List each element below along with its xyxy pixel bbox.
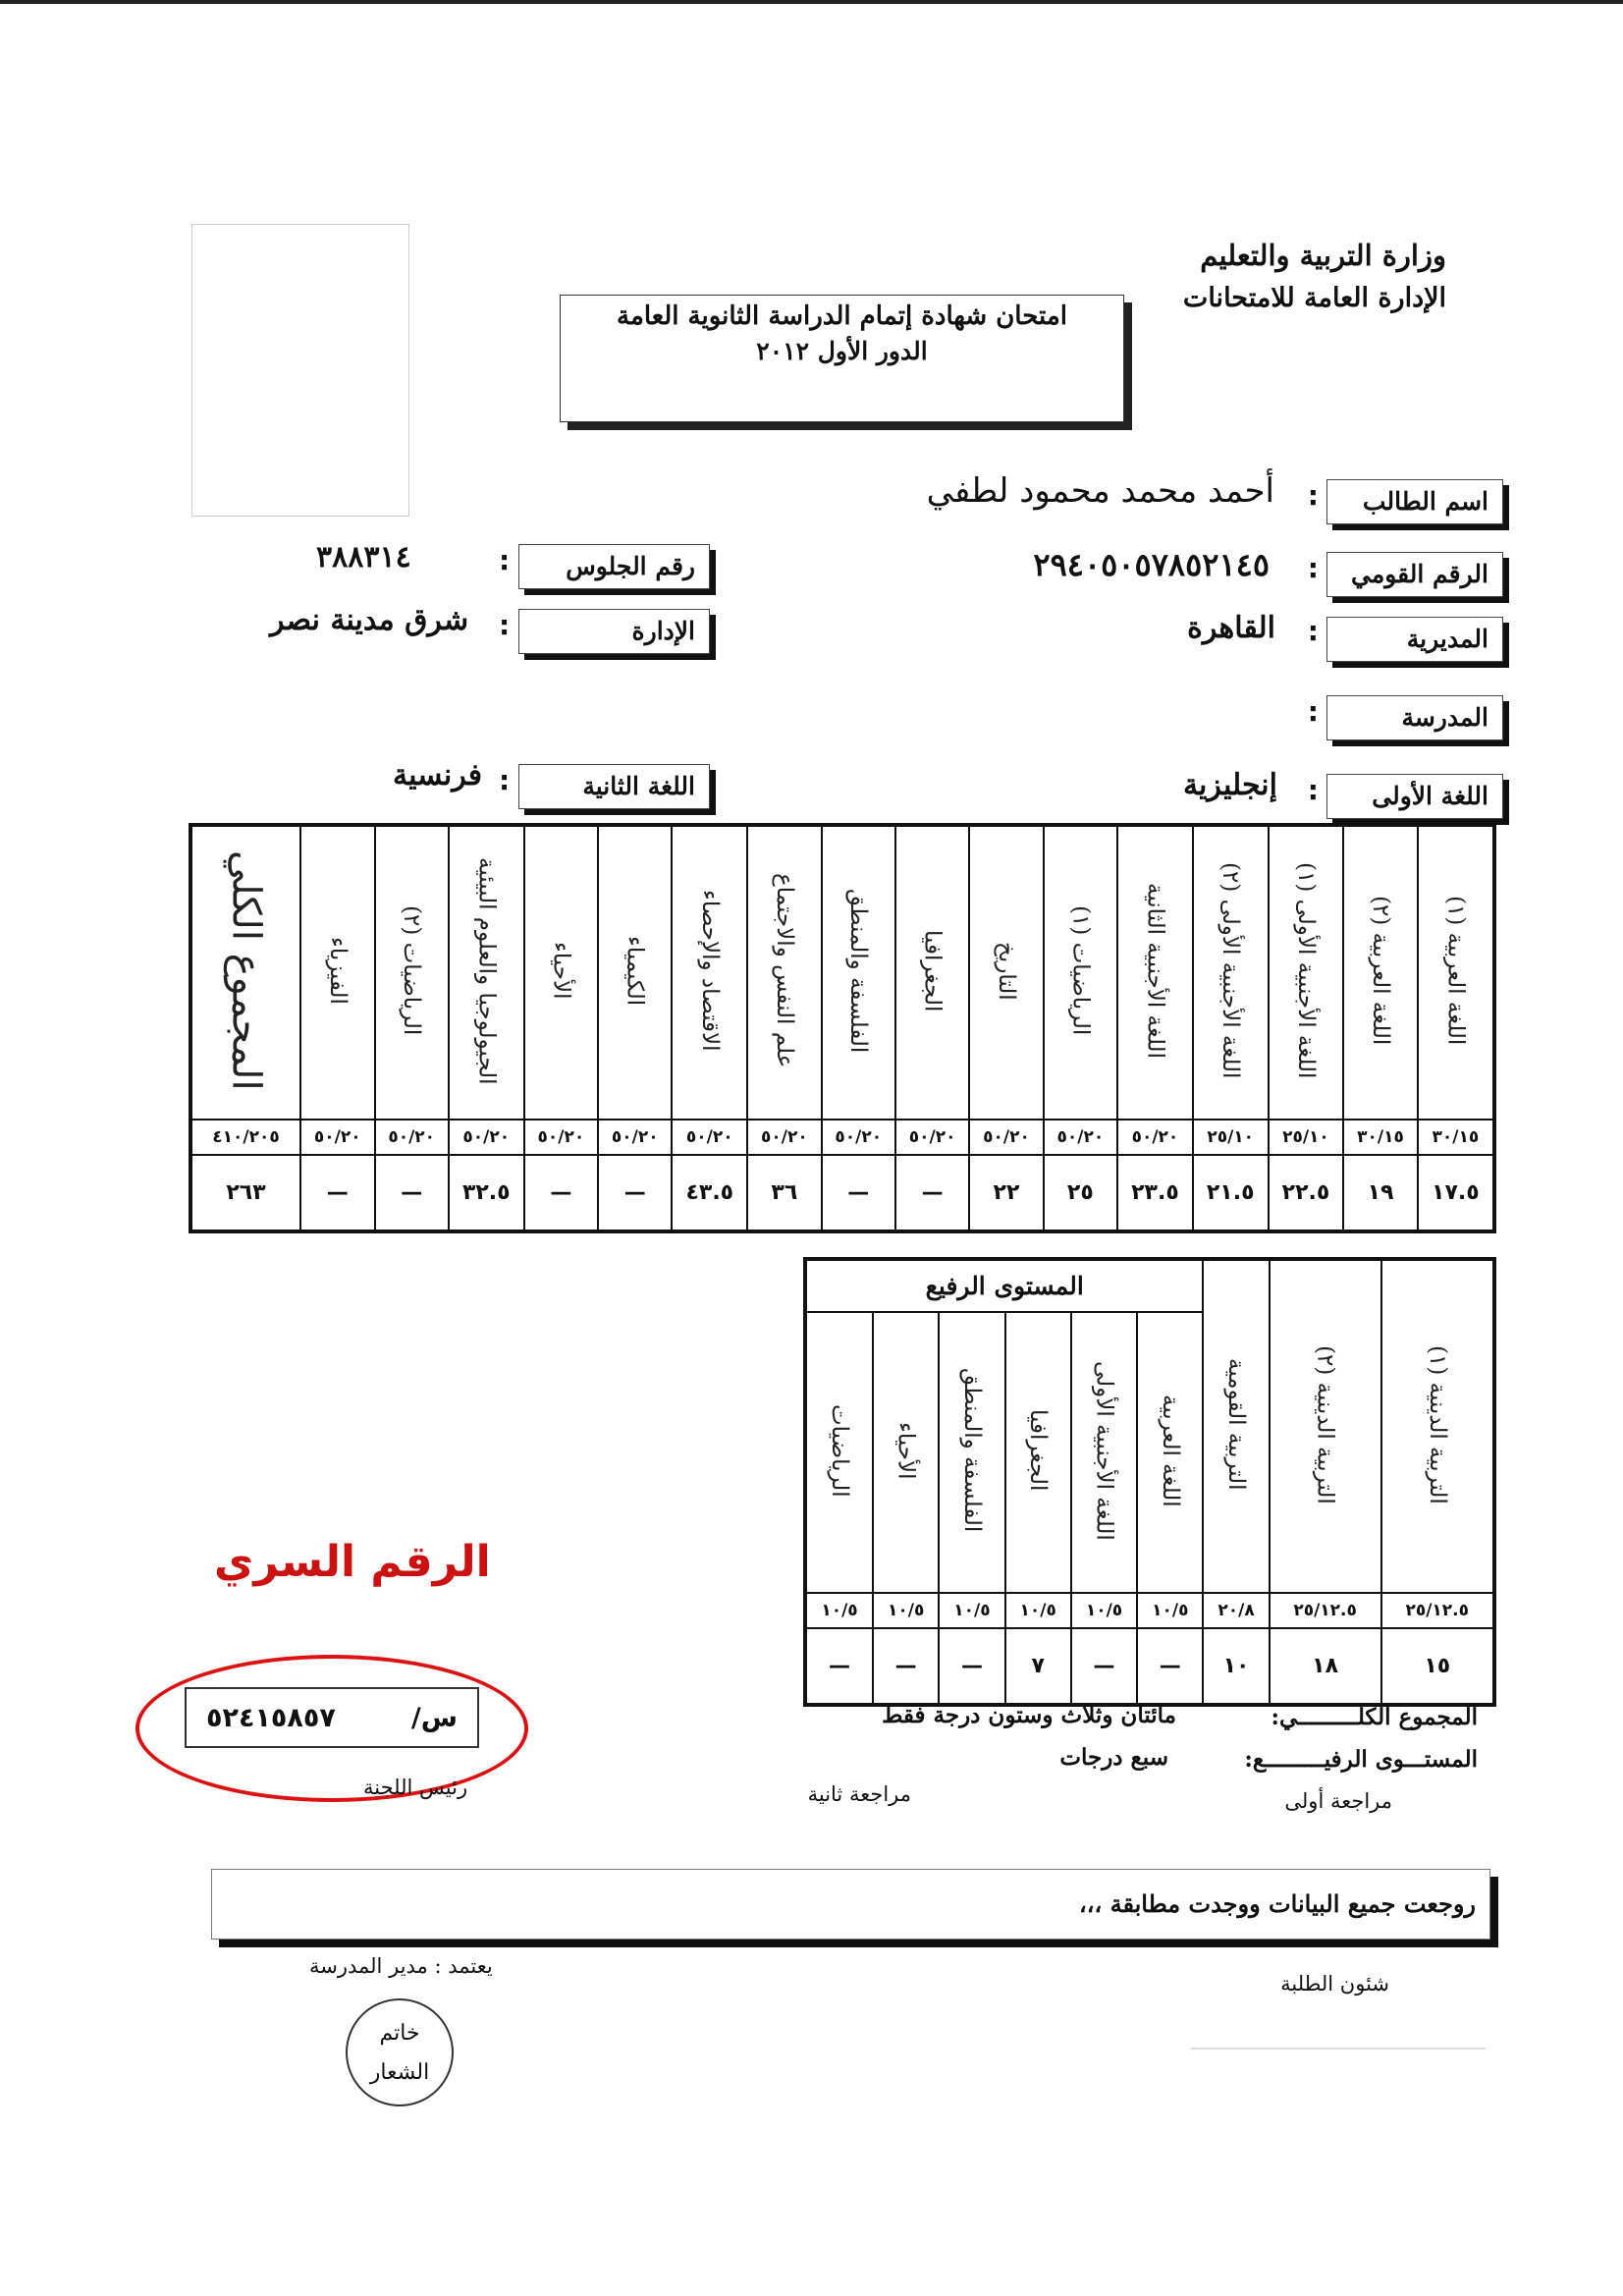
- school-label: المدرسة: [1326, 695, 1503, 740]
- colon: :: [1307, 479, 1319, 512]
- score-cell: ٢٥: [1044, 1155, 1117, 1231]
- approval-label: يعتمد : مدير المدرسة: [309, 1954, 493, 1978]
- grades-table: [189, 823, 1496, 1233]
- exam-title: امتحان شهادة إتمام الدراسة الثانوية العامة: [617, 301, 1067, 331]
- advanced-geography: الجغرافيا: [1005, 1312, 1071, 1593]
- total-words-label: المجموع الكلـــــــــي:: [1271, 1704, 1478, 1730]
- max-cell: ٥٠/٢٠: [895, 1120, 969, 1155]
- subject-religion-1: التربية الدينية (١): [1381, 1259, 1495, 1593]
- score-cell: ٢١.٥: [1193, 1155, 1269, 1231]
- max-cell: ٢٠/٨: [1203, 1593, 1269, 1628]
- advanced-math: الرياضيات: [805, 1312, 873, 1593]
- score-cell-total: ٢٦٣: [190, 1155, 300, 1231]
- max-cell: ٣٠/١٥: [1343, 1120, 1417, 1155]
- secret-number-box: [185, 1687, 479, 1748]
- max-cell: ٥٠/٢٠: [375, 1120, 449, 1155]
- advanced-philosophy: الفلسفة والمنطق: [939, 1312, 1004, 1593]
- subject-math-2: الرياضيات (٢): [375, 825, 449, 1120]
- first-language-label: اللغة الأولى: [1326, 774, 1503, 819]
- score-cell: —: [895, 1155, 969, 1231]
- ministry-header: [1183, 234, 1446, 320]
- student-name-label: اسم الطالب: [1326, 479, 1503, 524]
- subject-total: المجموع الكلي: [190, 825, 300, 1120]
- colon: :: [1307, 695, 1319, 728]
- max-cell: ٢٥/١٢.٥: [1270, 1593, 1381, 1628]
- second-language-label: اللغة الثانية: [518, 764, 710, 809]
- subject-math-1: الرياضيات (١): [1044, 825, 1117, 1120]
- max-cell: ٥٠/٢٠: [524, 1120, 598, 1155]
- advanced-arabic: اللغة العربية: [1137, 1312, 1203, 1593]
- advanced-words-value: سبع درجات: [1059, 1744, 1168, 1771]
- committee-head-label: رئيس اللجنة: [363, 1776, 468, 1799]
- subject-geography: الجغرافيا: [895, 825, 969, 1120]
- total-words-value: مائتان وثلاث وستون درجة فقط: [882, 1702, 1176, 1728]
- max-cell: ٥٠/٢٠: [969, 1120, 1043, 1155]
- score-cell: —: [375, 1155, 449, 1231]
- score-cell: ٤٣.٥: [672, 1155, 747, 1231]
- subject-chemistry: الكيمياء: [598, 825, 672, 1120]
- student-name-value: أحمد محمد محمود لطفي: [926, 471, 1274, 511]
- advanced-words-label: المستـــوى الرفيـــــــــع:: [1244, 1746, 1478, 1773]
- subject-philosophy: الفلسفة والمنطق: [822, 825, 895, 1120]
- subject-foreign2: اللغة الأجنبية الثانية: [1117, 825, 1193, 1120]
- grades-max-row: [190, 1120, 1494, 1155]
- max-cell: ٥٠/٢٠: [1044, 1120, 1117, 1155]
- signature-line: [1191, 2048, 1486, 2050]
- stamp-seal: [346, 1998, 454, 2106]
- subject-arabic-1: اللغة العربية (١): [1418, 825, 1494, 1120]
- verification-text: روجعت جميع البيانات ووجدت مطابقة ،،،: [1078, 1889, 1476, 1918]
- score-cell: —: [598, 1155, 672, 1231]
- seat-number-value: ٣٨٨٣١٤: [316, 540, 411, 574]
- score-cell: —: [1071, 1628, 1137, 1705]
- grades-header-row: [190, 825, 1494, 1120]
- first-language-value: إنجليزية: [1182, 768, 1277, 802]
- extra-max-row: [805, 1593, 1494, 1628]
- max-cell: ٥٠/٢٠: [1117, 1120, 1193, 1155]
- max-cell: ٣٠/١٥: [1418, 1120, 1494, 1155]
- seat-number-label: رقم الجلوس: [518, 544, 710, 589]
- max-cell: ٢٥/١٠: [1269, 1120, 1344, 1155]
- subject-psychology: علم النفس والاجتماع: [747, 825, 821, 1120]
- score-cell: ٣٢.٥: [449, 1155, 524, 1231]
- score-cell: ١٨: [1270, 1628, 1381, 1705]
- max-cell: ٥٠/٢٠: [449, 1120, 524, 1155]
- max-cell: ٥٠/٢٠: [300, 1120, 375, 1155]
- score-cell: ٧: [1005, 1628, 1071, 1705]
- student-affairs-label: شئون الطلبة: [1280, 1972, 1389, 1995]
- ministry-name: وزارة التربية والتعليم: [1200, 239, 1446, 272]
- second-review-label: مراجعة ثانية: [807, 1782, 911, 1806]
- subject-arabic-2: اللغة العربية (٢): [1343, 825, 1417, 1120]
- verification-box: [211, 1869, 1490, 1940]
- subject-biology: الأحياء: [524, 825, 598, 1120]
- max-cell: ١٠/٥: [939, 1593, 1004, 1628]
- score-cell: —: [873, 1628, 939, 1705]
- score-cell: —: [524, 1155, 598, 1231]
- extra-header-row: [805, 1259, 1494, 1312]
- score-cell: —: [805, 1628, 873, 1705]
- score-cell: —: [939, 1628, 1004, 1705]
- score-cell: —: [300, 1155, 375, 1231]
- department-name: الإدارة العامة للامتحانات: [1182, 283, 1446, 313]
- colon: :: [499, 764, 511, 796]
- national-id-value: ٢٩٤٠٥٠٥٧٨٥٢١٤٥: [1033, 546, 1270, 583]
- administration-label: الإدارة: [518, 609, 710, 654]
- exam-round: الدور الأول ٢٠١٢: [756, 337, 928, 365]
- subject-foreign1-1: اللغة الأجنبية الأولى (١): [1269, 825, 1344, 1120]
- subject-foreign1-2: اللغة الأجنبية الأولى (٢): [1193, 825, 1269, 1120]
- secret-number-title: الرقم السري: [214, 1537, 491, 1587]
- top-border-line: [0, 0, 1623, 4]
- administration-value: شرق مدينة نصر: [270, 603, 469, 637]
- score-cell: ٢٢.٥: [1269, 1155, 1344, 1231]
- max-cell: ١٠/٥: [1005, 1593, 1071, 1628]
- max-cell: ٢٥/١٢.٥: [1381, 1593, 1495, 1628]
- score-cell: ٢٣.٥: [1117, 1155, 1193, 1231]
- score-cell: —: [1137, 1628, 1203, 1705]
- photo-placeholder: [191, 224, 409, 517]
- max-cell: ٥٠/٢٠: [598, 1120, 672, 1155]
- score-cell: —: [822, 1155, 895, 1231]
- colon: :: [1307, 774, 1319, 806]
- secret-number-value: ٥٢٤١٥٨٥٧: [206, 1702, 336, 1733]
- max-cell-total: ٤١٠/٢٠٥: [190, 1120, 300, 1155]
- score-cell: ١٠: [1203, 1628, 1269, 1705]
- national-id-label: الرقم القومي: [1326, 552, 1503, 597]
- extra-score-row: [805, 1628, 1494, 1705]
- directorate-value: القاهرة: [1187, 611, 1275, 645]
- secret-prefix: س/: [410, 1702, 458, 1733]
- exam-title-box: [560, 295, 1124, 422]
- score-cell: ١٧.٥: [1418, 1155, 1494, 1231]
- colon: :: [1307, 615, 1319, 647]
- max-cell: ٢٥/١٠: [1193, 1120, 1269, 1155]
- grades-score-row: [190, 1155, 1494, 1231]
- subject-physics: الفيزياء: [300, 825, 375, 1120]
- subject-economics: الاقتصاد والإحصاء: [672, 825, 747, 1120]
- advanced-biology: الأحياء: [873, 1312, 939, 1593]
- score-cell: ١٥: [1381, 1628, 1495, 1705]
- stamp-line-1: خاتم: [379, 2021, 420, 2046]
- extra-grades-table: [803, 1257, 1496, 1707]
- subject-national: التربية القومية: [1203, 1259, 1269, 1593]
- stamp-line-2: الشعار: [369, 2060, 430, 2085]
- max-cell: ١٠/٥: [1071, 1593, 1137, 1628]
- first-review-label: مراجعة أولى: [1284, 1789, 1392, 1813]
- subject-geology: الجيولوجيا والعلوم البيئية: [449, 825, 524, 1120]
- advanced-level-header: المستوى الرفيع: [805, 1259, 1203, 1312]
- colon: :: [499, 544, 511, 576]
- score-cell: ٢٢: [969, 1155, 1043, 1231]
- advanced-foreign1: اللغة الأجنبية الأولى: [1071, 1312, 1137, 1593]
- max-cell: ٥٠/٢٠: [822, 1120, 895, 1155]
- max-cell: ١٠/٥: [873, 1593, 939, 1628]
- directorate-label: المديرية: [1326, 617, 1503, 662]
- max-cell: ١٠/٥: [1137, 1593, 1203, 1628]
- max-cell: ١٠/٥: [805, 1593, 873, 1628]
- second-language-value: فرنسية: [393, 758, 483, 793]
- score-cell: ٣٦: [747, 1155, 821, 1231]
- colon: :: [1307, 552, 1319, 584]
- subject-history: التاريخ: [969, 825, 1043, 1120]
- max-cell: ٥٠/٢٠: [747, 1120, 821, 1155]
- max-cell: ٥٠/٢٠: [672, 1120, 747, 1155]
- score-cell: ١٩: [1343, 1155, 1417, 1231]
- subject-religion-2: التربية الدينية (٢): [1270, 1259, 1381, 1593]
- colon: :: [499, 609, 511, 641]
